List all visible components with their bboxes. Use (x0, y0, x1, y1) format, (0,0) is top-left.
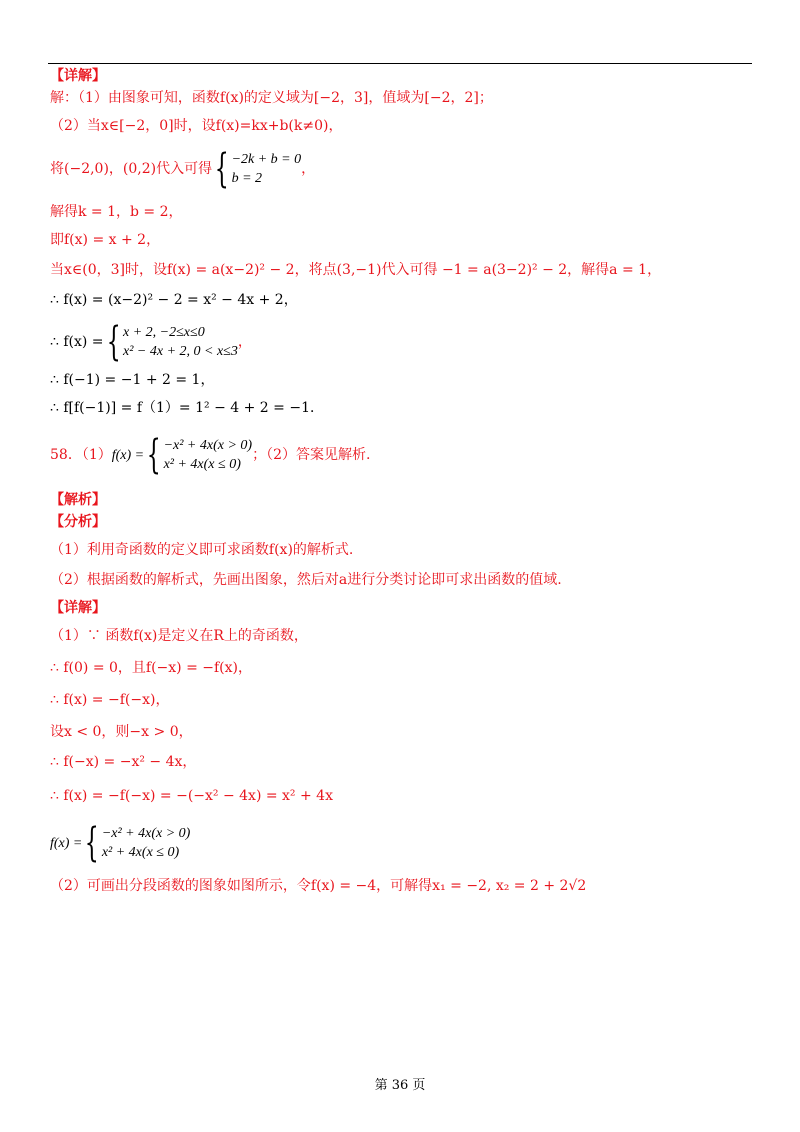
page-footer: 第 36 页 (374, 1078, 426, 1093)
result-prefix: f(x) = (50, 836, 83, 851)
step-7 (50, 820, 190, 866)
piecewise-brace: { (106, 319, 121, 365)
solution-line-5: 即f(x) = x + 2， (50, 232, 161, 248)
system-eq-1: −2k + b = 0 (231, 152, 302, 167)
step-1: （1）∵ 函数f(x)是定义在R上的奇函数， (50, 628, 308, 644)
piecewise-case-1: x + 2, −2≤x≤0 (123, 325, 205, 340)
answer-case-1: −x² + 4x(x > 0) (163, 438, 253, 453)
step-2: ∴ f(0) = 0，且f(−x) = −f(x)， (50, 660, 253, 676)
result-brace: { (85, 820, 100, 866)
piecewise-cases (123, 323, 238, 361)
piecewise-prefix: ∴ f(x) = (50, 334, 104, 350)
result-case-1: −x² + 4x(x > 0) (101, 826, 191, 841)
step-6: ∴ f(x) = −f(−x) = −(−x² − 4x) = x² + 4x (50, 788, 333, 804)
solution-line-6: 当x∈(0，3]时，设f(x) = a(x−2)² − 2，将点(3,−1)代入可得 −1 = a(3−2)² − 2，解得a = 1， (50, 262, 662, 278)
system-brace: { (214, 146, 229, 192)
answer-cases (164, 436, 253, 474)
piecewise-case-2: x² − 4x + 2, 0 < x≤3 (123, 344, 238, 359)
detail-heading-2: 【详解】 (50, 600, 106, 616)
system-eq-2: b = 2 (231, 171, 263, 186)
detail-heading-1: 【详解】 (50, 68, 106, 84)
solution-line-9: ∴ f(−1) = −1 + 2 = 1， (50, 372, 215, 388)
solution-line-3 (50, 146, 315, 192)
result-cases (102, 824, 191, 862)
question-58-answer (50, 432, 370, 478)
solution-line-10: ∴ f[f(−1)] = f（1）= 1² − 4 + 2 = −1． (50, 400, 324, 416)
result-case-2: x² + 4x(x ≤ 0) (101, 845, 180, 860)
solution-line-8 (50, 320, 252, 364)
step-5: ∴ f(−x) = −x² − 4x， (50, 754, 197, 770)
piecewise-tail: ， (237, 334, 252, 350)
answer-tail: ；（2）答案见解析. (252, 447, 371, 463)
step-8: （2）可画出分段函数的图象如图所示，令f(x) = −4，可解得x₁ = −2, x₂ = 2 + 2√2 (50, 878, 587, 894)
linear-system (232, 150, 302, 188)
answer-brace: { (146, 432, 161, 478)
fenxi-line-1: （1）利用奇函数的定义即可求函数f(x)的解析式. (50, 542, 354, 558)
fenxi-heading: 【分析】 (50, 514, 106, 530)
fenxi-line-2: （2）根据函数的解析式，先画出图象，然后对a进行分类讨论即可求出函数的值域. (50, 572, 562, 588)
substitute-text: 将(−2,0)，(0,2)代入可得 (50, 161, 213, 177)
answer-case-2: x² + 4x(x ≤ 0) (163, 457, 241, 472)
solution-line-7: ∴ f(x) = (x−2)² − 2 = x² − 4x + 2， (50, 292, 298, 308)
system-tail: ， (301, 161, 316, 177)
solution-line-2: （2）当x∈[−2，0]时，设f(x)=kx+b(k≠0)， (50, 118, 343, 134)
step-3: ∴ f(x) = −f(−x)， (50, 692, 170, 708)
top-rule (48, 63, 752, 64)
question-58-label: 58．（1） (50, 447, 112, 463)
step-4: 设x < 0，则−x > 0， (50, 724, 193, 740)
answer-prefix: f(x) = (111, 448, 145, 463)
solution-line-1: 解：（1）由图象可知，函数f(x)的定义域为[−2，3]，值域为[−2，2]； (50, 90, 493, 106)
solution-line-4: 解得k = 1，b = 2， (50, 204, 183, 220)
analysis-heading: 【解析】 (50, 492, 106, 508)
